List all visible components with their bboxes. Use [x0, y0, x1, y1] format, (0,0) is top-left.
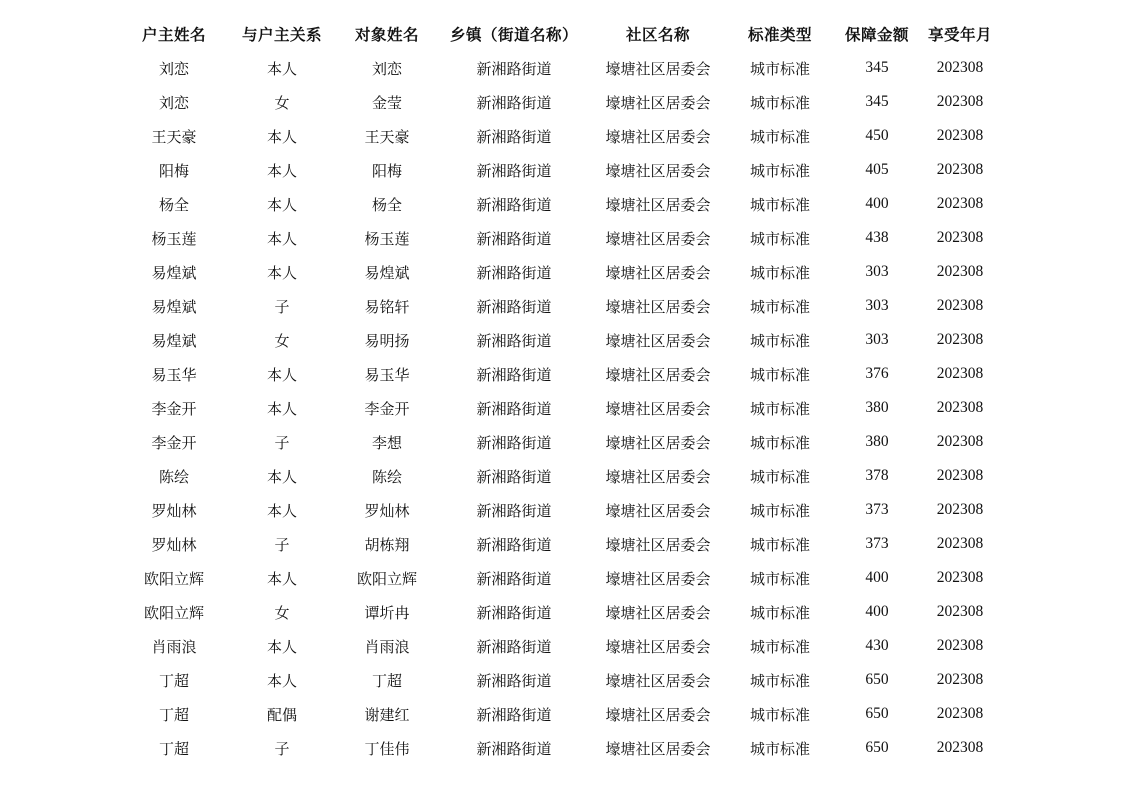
- township-cell: 新湘路街道: [476, 501, 552, 520]
- community-cell: 壕塘社区居委会: [605, 569, 711, 588]
- period-cell: 202308: [936, 705, 984, 722]
- table-row: [120, 357, 1000, 391]
- header-recipient-name: 对象姓名: [354, 26, 419, 44]
- amount-cell: 438: [865, 229, 889, 246]
- amount-cell: 303: [865, 263, 889, 280]
- relationship-cell: 本人: [266, 263, 297, 282]
- standard-type-cell: 城市标准: [749, 399, 810, 418]
- table-row: [120, 527, 1000, 561]
- standard-type-cell: 城市标准: [749, 195, 810, 214]
- table-row: [120, 731, 1000, 765]
- recipient-name-cell: 丁超: [371, 671, 402, 690]
- recipient-name-cell: 罗灿林: [364, 501, 410, 520]
- household-head-cell: 刘恋: [158, 93, 189, 112]
- period-cell: 202308: [936, 399, 984, 416]
- recipient-name-cell: 丁佳伟: [364, 739, 410, 758]
- header-row: [120, 17, 1000, 51]
- recipient-name-cell: 谭圻冉: [364, 603, 410, 622]
- community-cell: 壕塘社区居委会: [605, 93, 711, 112]
- household-head-cell: 罗灿林: [151, 535, 197, 554]
- township-cell: 新湘路街道: [476, 569, 552, 588]
- standard-type-cell: 城市标准: [749, 161, 810, 180]
- table-row: [120, 85, 1000, 119]
- amount-cell: 303: [865, 297, 889, 314]
- community-cell: 壕塘社区居委会: [605, 739, 711, 758]
- community-cell: 壕塘社区居委会: [605, 671, 711, 690]
- header-household-head: 户主姓名: [141, 26, 206, 44]
- amount-cell: 405: [865, 161, 889, 178]
- relationship-cell: 本人: [266, 467, 297, 486]
- relationship-cell: 本人: [266, 161, 297, 180]
- community-cell: 壕塘社区居委会: [605, 161, 711, 180]
- amount-cell: 373: [865, 535, 889, 552]
- community-cell: 壕塘社区居委会: [605, 399, 711, 418]
- amount-cell: 378: [865, 467, 889, 484]
- recipient-name-cell: 李金开: [364, 399, 410, 418]
- standard-type-cell: 城市标准: [749, 59, 810, 78]
- township-cell: 新湘路街道: [476, 705, 552, 724]
- recipient-name-cell: 易铭轩: [364, 297, 410, 316]
- township-cell: 新湘路街道: [476, 127, 552, 146]
- relationship-cell: 子: [274, 433, 290, 452]
- table-row: [120, 323, 1000, 357]
- period-cell: 202308: [936, 535, 984, 552]
- recipient-name-cell: 肖雨浪: [364, 637, 410, 656]
- period-cell: 202308: [936, 637, 984, 654]
- amount-cell: 373: [865, 501, 889, 518]
- period-cell: 202308: [936, 467, 984, 484]
- relationship-cell: 本人: [266, 229, 297, 248]
- amount-cell: 650: [865, 671, 889, 688]
- period-cell: 202308: [936, 433, 984, 450]
- community-cell: 壕塘社区居委会: [605, 229, 711, 248]
- township-cell: 新湘路街道: [476, 535, 552, 554]
- community-cell: 壕塘社区居委会: [605, 637, 711, 656]
- standard-type-cell: 城市标准: [749, 501, 810, 520]
- recipient-name-cell: 欧阳立辉: [356, 569, 417, 588]
- household-head-cell: 王天豪: [151, 127, 197, 146]
- table-row: [120, 187, 1000, 221]
- relationship-cell: 子: [274, 739, 290, 758]
- amount-cell: 303: [865, 331, 889, 348]
- period-cell: 202308: [936, 671, 984, 688]
- township-cell: 新湘路街道: [476, 433, 552, 452]
- recipient-name-cell: 阳梅: [371, 161, 402, 180]
- period-cell: 202308: [936, 569, 984, 586]
- period-cell: 202308: [936, 739, 984, 756]
- township-cell: 新湘路街道: [476, 603, 552, 622]
- community-cell: 壕塘社区居委会: [605, 263, 711, 282]
- table-row: [120, 119, 1000, 153]
- relationship-cell: 子: [274, 297, 290, 316]
- standard-type-cell: 城市标准: [749, 535, 810, 554]
- header-amount: 保障金额: [844, 26, 909, 44]
- amount-cell: 376: [865, 365, 889, 382]
- township-cell: 新湘路街道: [476, 263, 552, 282]
- community-cell: 壕塘社区居委会: [605, 127, 711, 146]
- household-head-cell: 陈绘: [158, 467, 189, 486]
- recipient-name-cell: 王天豪: [364, 127, 410, 146]
- standard-type-cell: 城市标准: [749, 671, 810, 690]
- household-head-cell: 易煌斌: [151, 331, 197, 350]
- community-cell: 壕塘社区居委会: [605, 59, 711, 78]
- table-row: [120, 595, 1000, 629]
- table-row: [120, 629, 1000, 663]
- household-head-cell: 阳梅: [158, 161, 189, 180]
- relationship-cell: 本人: [266, 127, 297, 146]
- standard-type-cell: 城市标准: [749, 263, 810, 282]
- community-cell: 壕塘社区居委会: [605, 297, 711, 316]
- standard-type-cell: 城市标准: [749, 229, 810, 248]
- period-cell: 202308: [936, 93, 984, 110]
- table-row: [120, 153, 1000, 187]
- table-row: [120, 391, 1000, 425]
- recipient-name-cell: 金莹: [371, 93, 402, 112]
- recipient-name-cell: 刘恋: [371, 59, 402, 78]
- table-body: [120, 51, 1000, 765]
- benefit-roster-table: [120, 17, 1000, 765]
- period-cell: 202308: [936, 59, 984, 76]
- household-head-cell: 刘恋: [158, 59, 189, 78]
- table-row: [120, 663, 1000, 697]
- household-head-cell: 丁超: [158, 705, 189, 724]
- standard-type-cell: 城市标准: [749, 739, 810, 758]
- header-community: 社区名称: [625, 26, 690, 44]
- township-cell: 新湘路街道: [476, 229, 552, 248]
- table-row: [120, 493, 1000, 527]
- recipient-name-cell: 胡栋翔: [364, 535, 410, 554]
- relationship-cell: 本人: [266, 399, 297, 418]
- header-township: 乡镇（街道名称）: [449, 26, 578, 44]
- recipient-name-cell: 易煌斌: [364, 263, 410, 282]
- household-head-cell: 丁超: [158, 671, 189, 690]
- relationship-cell: 本人: [266, 501, 297, 520]
- relationship-cell: 子: [274, 535, 290, 554]
- standard-type-cell: 城市标准: [749, 467, 810, 486]
- period-cell: 202308: [936, 127, 984, 144]
- township-cell: 新湘路街道: [476, 467, 552, 486]
- township-cell: 新湘路街道: [476, 59, 552, 78]
- amount-cell: 400: [865, 569, 889, 586]
- period-cell: 202308: [936, 501, 984, 518]
- relationship-cell: 本人: [266, 671, 297, 690]
- relationship-cell: 女: [274, 603, 290, 622]
- community-cell: 壕塘社区居委会: [605, 195, 711, 214]
- amount-cell: 380: [865, 399, 889, 416]
- community-cell: 壕塘社区居委会: [605, 603, 711, 622]
- table-row: [120, 459, 1000, 493]
- amount-cell: 650: [865, 739, 889, 756]
- township-cell: 新湘路街道: [476, 399, 552, 418]
- recipient-name-cell: 杨玉莲: [364, 229, 410, 248]
- household-head-cell: 易玉华: [151, 365, 197, 384]
- recipient-name-cell: 谢建红: [364, 705, 410, 724]
- amount-cell: 380: [865, 433, 889, 450]
- standard-type-cell: 城市标准: [749, 365, 810, 384]
- period-cell: 202308: [936, 331, 984, 348]
- township-cell: 新湘路街道: [476, 365, 552, 384]
- household-head-cell: 易煌斌: [151, 297, 197, 316]
- recipient-name-cell: 陈绘: [371, 467, 402, 486]
- table-row: [120, 221, 1000, 255]
- standard-type-cell: 城市标准: [749, 705, 810, 724]
- amount-cell: 650: [865, 705, 889, 722]
- community-cell: 壕塘社区居委会: [605, 467, 711, 486]
- amount-cell: 400: [865, 195, 889, 212]
- table-row: [120, 51, 1000, 85]
- header-standard-type: 标准类型: [747, 26, 812, 44]
- standard-type-cell: 城市标准: [749, 603, 810, 622]
- relationship-cell: 本人: [266, 569, 297, 588]
- amount-cell: 450: [865, 127, 889, 144]
- header-relationship: 与户主关系: [241, 26, 322, 44]
- community-cell: 壕塘社区居委会: [605, 433, 711, 452]
- standard-type-cell: 城市标准: [749, 637, 810, 656]
- standard-type-cell: 城市标准: [749, 331, 810, 350]
- household-head-cell: 杨玉莲: [151, 229, 197, 248]
- table-row: [120, 289, 1000, 323]
- relationship-cell: 本人: [266, 365, 297, 384]
- community-cell: 壕塘社区居委会: [605, 501, 711, 520]
- relationship-cell: 女: [274, 93, 290, 112]
- relationship-cell: 本人: [266, 637, 297, 656]
- community-cell: 壕塘社区居委会: [605, 365, 711, 384]
- period-cell: 202308: [936, 161, 984, 178]
- community-cell: 壕塘社区居委会: [605, 535, 711, 554]
- period-cell: 202308: [936, 603, 984, 620]
- recipient-name-cell: 李想: [371, 433, 402, 452]
- standard-type-cell: 城市标准: [749, 569, 810, 588]
- table-header: [120, 17, 1000, 51]
- period-cell: 202308: [936, 297, 984, 314]
- township-cell: 新湘路街道: [476, 297, 552, 316]
- community-cell: 壕塘社区居委会: [605, 331, 711, 350]
- household-head-cell: 肖雨浪: [151, 637, 197, 656]
- recipient-name-cell: 易玉华: [364, 365, 410, 384]
- township-cell: 新湘路街道: [476, 739, 552, 758]
- household-head-cell: 李金开: [151, 433, 197, 452]
- amount-cell: 345: [865, 93, 889, 110]
- standard-type-cell: 城市标准: [749, 93, 810, 112]
- relationship-cell: 配偶: [266, 705, 297, 724]
- township-cell: 新湘路街道: [476, 671, 552, 690]
- township-cell: 新湘路街道: [476, 161, 552, 180]
- relationship-cell: 本人: [266, 195, 297, 214]
- period-cell: 202308: [936, 365, 984, 382]
- table-row: [120, 425, 1000, 459]
- household-head-cell: 李金开: [151, 399, 197, 418]
- standard-type-cell: 城市标准: [749, 127, 810, 146]
- township-cell: 新湘路街道: [476, 331, 552, 350]
- standard-type-cell: 城市标准: [749, 297, 810, 316]
- household-head-cell: 易煌斌: [151, 263, 197, 282]
- amount-cell: 400: [865, 603, 889, 620]
- household-head-cell: 欧阳立辉: [143, 603, 204, 622]
- recipient-name-cell: 易明扬: [364, 331, 410, 350]
- township-cell: 新湘路街道: [476, 637, 552, 656]
- relationship-cell: 女: [274, 331, 290, 350]
- amount-cell: 345: [865, 59, 889, 76]
- period-cell: 202308: [936, 263, 984, 280]
- period-cell: 202308: [936, 195, 984, 212]
- household-head-cell: 罗灿林: [151, 501, 197, 520]
- header-period: 享受年月: [927, 26, 992, 44]
- recipient-name-cell: 杨全: [371, 195, 402, 214]
- household-head-cell: 杨全: [158, 195, 189, 214]
- household-head-cell: 欧阳立辉: [143, 569, 204, 588]
- township-cell: 新湘路街道: [476, 93, 552, 112]
- table-row: [120, 561, 1000, 595]
- table-row: [120, 697, 1000, 731]
- township-cell: 新湘路街道: [476, 195, 552, 214]
- household-head-cell: 丁超: [158, 739, 189, 758]
- table-row: [120, 255, 1000, 289]
- standard-type-cell: 城市标准: [749, 433, 810, 452]
- period-cell: 202308: [936, 229, 984, 246]
- community-cell: 壕塘社区居委会: [605, 705, 711, 724]
- relationship-cell: 本人: [266, 59, 297, 78]
- amount-cell: 430: [865, 637, 889, 654]
